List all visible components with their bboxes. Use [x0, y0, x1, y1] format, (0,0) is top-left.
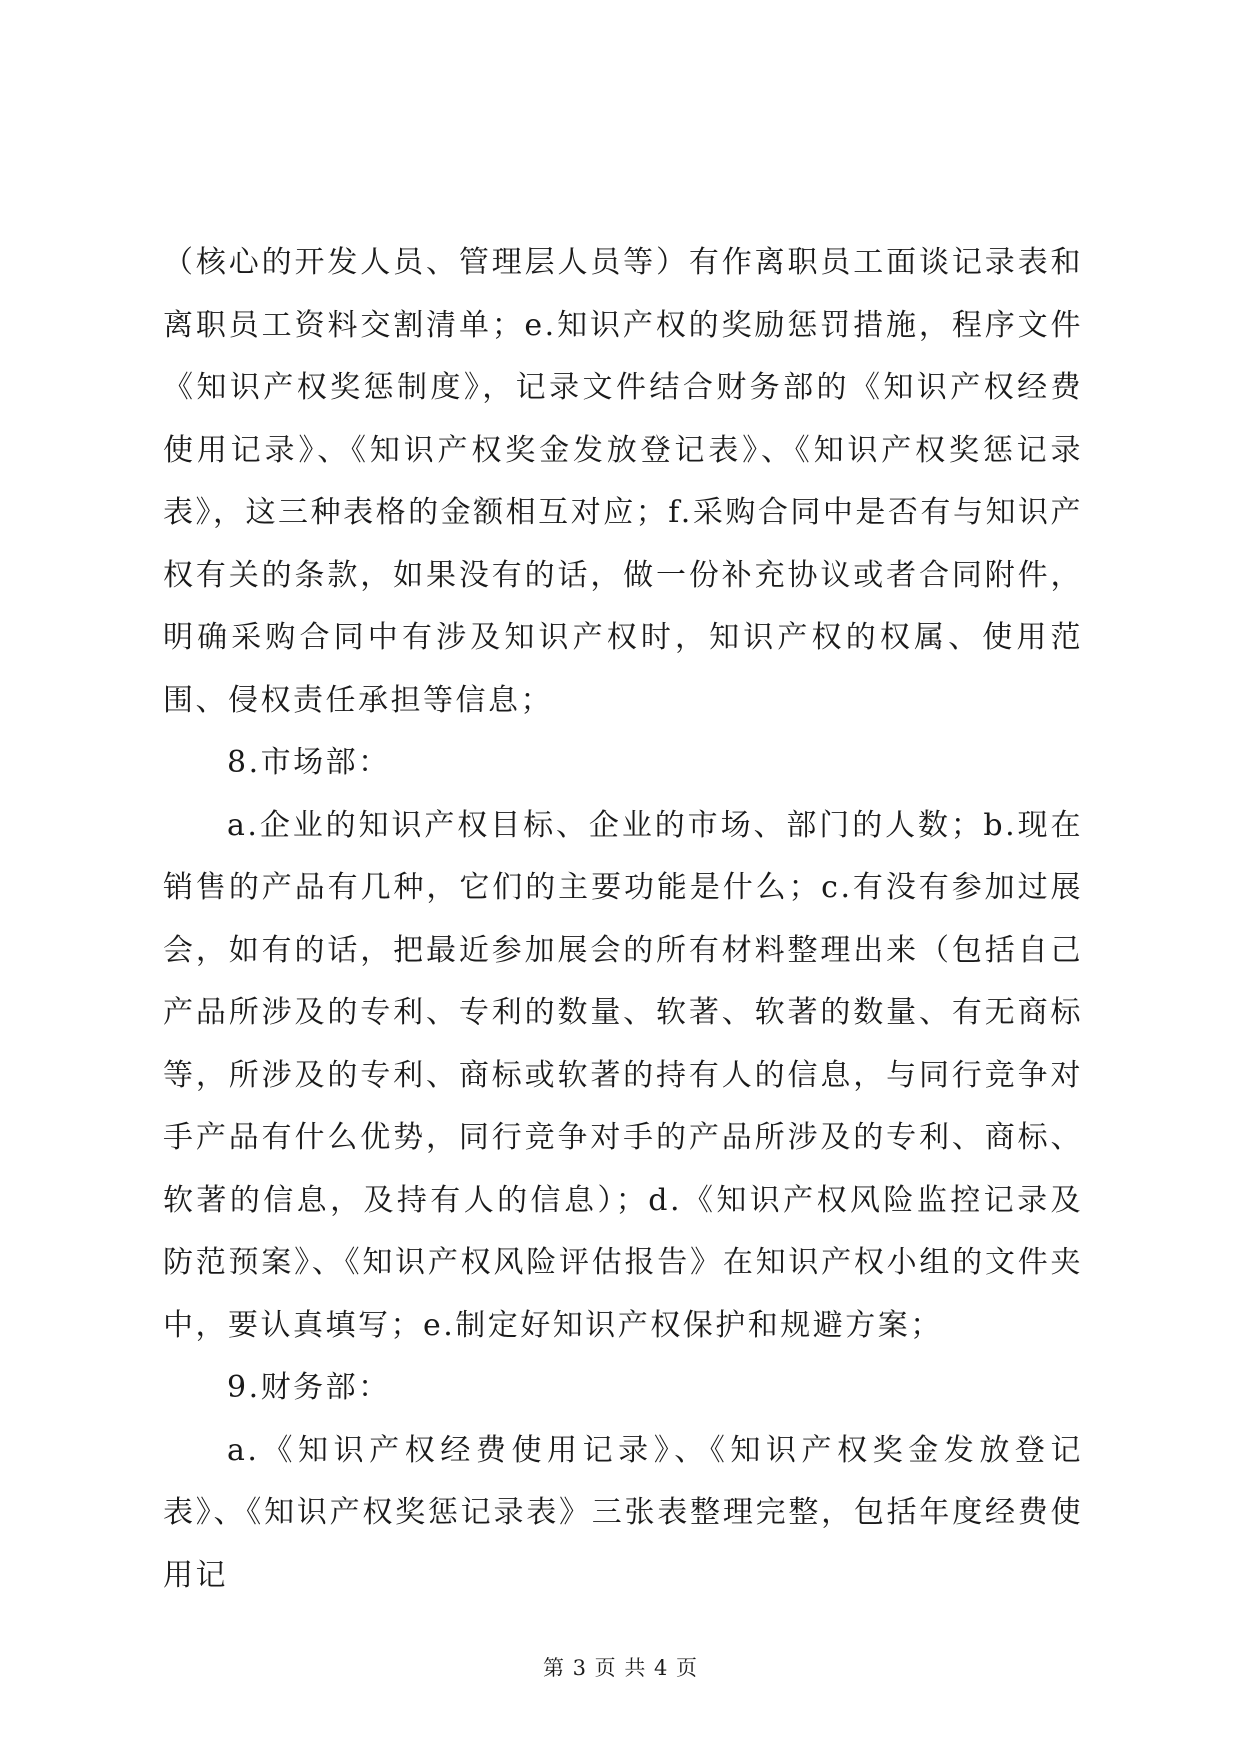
document-body: [163, 232, 1083, 1607]
section-heading-finance: 9.财务部：: [227, 1370, 391, 1405]
section-heading-market: 8.市场部：: [227, 745, 391, 780]
paragraph-finance-content: a.《知识产权经费使用记录》、《知识产权奖金发放登记表》、《知识产权奖惩记录表》三张表整理完整，包括年度经费使用记: [163, 1432, 1083, 1593]
paragraph-continuation: （核心的开发人员、管理层人员等）有作离职员工面谈记录表和离职员工资料交割清单；e.知识产权的奖励惩罚措施，程序文件《知识产权奖惩制度》，记录文件结合财务部的《知识产权经费使用记录》、《知识产权奖金发放登记表》、《知识产权奖惩记录表》，这三种表格的金额相互对应；f.采购合同中是否有与知识产权有关的条款，如果没有的话，做一份补充协议或者合同附件，明确采购合同中有涉及知识产权时，知识产权的权属、使用范围、侵权责任承担等信息；: [163, 245, 1083, 718]
page-number-footer: 第 3 页 共 4 页: [542, 1656, 699, 1680]
paragraph-market-content: a.企业的知识产权目标、企业的市场、部门的人数；b.现在销售的产品有几种，它们的主要功能是什么；c.有没有参加过展会，如有的话，把最近参加展会的所有材料整理出来（包括自己产品所涉及的专利、专利的数量、软著、软著的数量、有无商标等，所涉及的专利、商标或软著的持有人的信息，与同行竞争对手产品有什么优势，同行竞争对手的产品所涉及的专利、商标、软著的信息，及持有人的信息）；d.《知识产权风险监控记录及防范预案》、《知识产权风险评估报告》在知识产权小组的文件夹中，要认真填写；e.制定好知识产权保护和规避方案；: [163, 807, 1083, 1343]
